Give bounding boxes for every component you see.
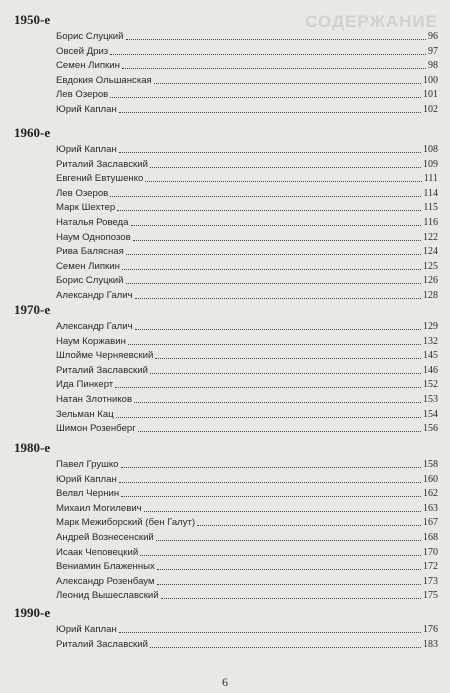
dot-leader: [134, 402, 421, 403]
decade-heading: 1960-е: [14, 125, 51, 140]
dot-leader: [128, 344, 421, 345]
author-name: Александр Галич: [56, 321, 133, 332]
entry-page-number: 128: [423, 290, 438, 301]
dot-leader: [155, 358, 421, 359]
author-name: Шимон Розенберг: [56, 423, 136, 435]
toc-entry[interactable]: [56, 422, 438, 435]
dot-leader: [145, 181, 421, 182]
dot-leader: [119, 632, 421, 633]
entry-page-number: 156: [423, 423, 438, 435]
toc-entry[interactable]: [56, 45, 438, 58]
toc-entry[interactable]: [56, 393, 438, 406]
author-name: Евгений Евтушенко: [56, 173, 144, 185]
dot-leader: [110, 97, 421, 98]
dot-leader: [122, 68, 426, 69]
dot-leader: [157, 584, 421, 585]
author-name: Михаил Могилевич: [56, 502, 142, 514]
toc-entry[interactable]: [56, 638, 438, 651]
author-name: Ида Пинкерт: [56, 379, 114, 391]
entry-page-number: 172: [423, 561, 438, 573]
dot-leader: [133, 240, 421, 241]
toc-entry[interactable]: [56, 74, 438, 87]
entry-page-number: 97: [428, 45, 438, 57]
entry-page-number: 154: [423, 408, 438, 420]
toc-entry[interactable]: [56, 458, 438, 471]
author-name: Лев Озеров: [56, 89, 109, 101]
dot-leader: [122, 269, 421, 270]
author-name: Исаак Чеповецкий: [56, 546, 139, 558]
author-name: Марк Межиборский (бен Галут): [56, 517, 196, 529]
toc-entry[interactable]: [56, 320, 438, 333]
decade-heading: 1970-е: [14, 302, 51, 317]
dot-leader: [156, 540, 421, 541]
dot-leader: [119, 482, 421, 483]
author-name: Юрий Каплан: [56, 473, 117, 485]
dot-leader: [140, 555, 421, 556]
toc-entry[interactable]: [56, 623, 438, 636]
toc-entry[interactable]: [56, 260, 438, 273]
dot-leader: [150, 373, 421, 374]
toc-entry[interactable]: [56, 408, 438, 421]
author-name: Наталья Роведа: [56, 217, 129, 228]
entry-page-number: 115: [423, 202, 438, 214]
entry-page-number: 124: [423, 246, 438, 258]
toc-entry[interactable]: [56, 560, 438, 573]
toc-entry[interactable]: [56, 216, 438, 229]
author-name: Риталий Заславский: [56, 364, 148, 376]
author-name: Наум Коржавин: [56, 335, 126, 347]
toc-entry[interactable]: [56, 502, 438, 515]
dot-leader: [126, 254, 421, 255]
entry-page-number: 98: [428, 60, 438, 72]
entry-page-number: 122: [423, 231, 438, 243]
entry-page-number: 170: [423, 546, 438, 558]
entry-page-number: 153: [423, 394, 438, 405]
toc-entry[interactable]: [56, 364, 438, 377]
entry-page-number: 102: [423, 104, 438, 115]
toc-entry[interactable]: [56, 187, 438, 200]
author-name: Леонид Вышеславский: [56, 590, 159, 602]
author-name: Юрий Каплан: [56, 144, 117, 155]
author-name: Юрий Каплан: [56, 624, 117, 635]
dot-leader: [150, 167, 421, 168]
entry-page-number: 129: [423, 321, 438, 332]
dot-leader: [126, 39, 426, 40]
toc-entry[interactable]: [56, 516, 438, 529]
entry-page-number: 183: [423, 638, 438, 650]
entry-page-number: 146: [423, 364, 438, 376]
entry-page-number: 125: [423, 260, 438, 272]
author-name: Евдокия Ольшанская: [56, 74, 152, 86]
author-name: Александр Галич: [56, 290, 133, 301]
author-name: Риталий Заславский: [56, 638, 148, 650]
entry-page-number: 167: [423, 517, 438, 529]
dot-leader: [135, 329, 421, 330]
toc-entry[interactable]: [56, 231, 438, 244]
author-name: Рива Балясная: [56, 246, 124, 258]
author-name: Марк Шехтер: [56, 202, 116, 214]
decade-heading: 1980-е: [14, 440, 51, 455]
author-name: Лев Озеров: [56, 187, 109, 199]
author-name: Семен Липкин: [56, 60, 120, 72]
dot-leader: [110, 196, 421, 197]
page-heading-watermark: СОДЕРЖАНИЕ: [305, 12, 438, 31]
toc-entry[interactable]: [56, 245, 438, 258]
dot-leader: [115, 387, 421, 388]
entry-page-number: 176: [423, 624, 438, 635]
dot-leader: [119, 112, 421, 113]
entry-page-number: 160: [423, 473, 438, 485]
author-name: Овсей Дриз: [56, 45, 109, 57]
toc-entry[interactable]: [56, 546, 438, 559]
entry-page-number: 158: [423, 459, 438, 470]
author-name: Александр Розенбаум: [56, 575, 155, 587]
entry-page-number: 163: [423, 502, 438, 514]
toc-entry[interactable]: [56, 201, 438, 214]
author-name: Юрий Каплан: [56, 104, 117, 115]
dot-leader: [110, 54, 426, 55]
toc-entry[interactable]: [56, 589, 438, 602]
author-name: Велвл Чернин: [56, 488, 120, 500]
entry-page-number: 116: [423, 217, 438, 228]
entry-page-number: 108: [423, 144, 438, 155]
decade-heading: 1950-е: [14, 12, 51, 27]
author-name: Наум Однопозов: [56, 231, 131, 243]
dot-leader: [121, 467, 421, 468]
author-name: Павел Грушко: [56, 459, 119, 470]
dot-leader: [154, 83, 421, 84]
decade-heading: 1990-е: [14, 605, 51, 620]
dot-leader: [117, 210, 421, 211]
dot-leader: [157, 569, 421, 570]
entry-page-number: 145: [423, 350, 438, 362]
author-name: Борис Слуцкий: [56, 31, 124, 42]
dot-leader: [131, 225, 422, 226]
author-name: Семен Липкин: [56, 260, 120, 272]
entry-page-number: 152: [423, 379, 438, 391]
toc-entry[interactable]: [56, 487, 438, 500]
toc-entry[interactable]: [56, 103, 438, 116]
dot-leader: [144, 511, 421, 512]
toc-entry[interactable]: [56, 289, 438, 302]
dot-leader: [119, 152, 421, 153]
author-name: Шлойме Черняевский: [56, 350, 154, 362]
entry-page-number: 173: [423, 575, 438, 587]
page-number: 6: [222, 675, 228, 689]
entry-page-number: 132: [423, 335, 438, 347]
entry-page-number: 126: [423, 275, 438, 287]
entry-page-number: 168: [423, 532, 438, 543]
toc-entry[interactable]: [56, 172, 438, 185]
toc-entry[interactable]: [56, 274, 438, 287]
entry-page-number: 175: [423, 590, 438, 602]
author-name: Натан Злотников: [56, 394, 133, 405]
dot-leader: [150, 647, 421, 648]
entry-page-number: 96: [428, 31, 438, 42]
toc-entry[interactable]: [56, 349, 438, 362]
toc-entry[interactable]: [56, 88, 438, 101]
author-name: Зельман Кац: [56, 408, 114, 420]
toc-entry[interactable]: [56, 158, 438, 171]
entry-page-number: 111: [423, 173, 438, 185]
entry-page-number: 162: [423, 488, 438, 500]
entry-page-number: 114: [423, 187, 438, 199]
dot-leader: [135, 298, 421, 299]
toc-entry[interactable]: [56, 335, 438, 348]
dot-leader: [121, 496, 421, 497]
toc-entry[interactable]: [56, 575, 438, 588]
entry-page-number: 109: [423, 158, 438, 170]
author-name: Андрей Вознесенский: [56, 532, 154, 543]
toc-entry[interactable]: [56, 59, 438, 72]
toc-entry[interactable]: [56, 378, 438, 391]
dot-leader: [138, 431, 421, 432]
toc-entry[interactable]: [56, 473, 438, 486]
toc-entry[interactable]: [56, 30, 438, 43]
entry-page-number: 100: [423, 74, 438, 86]
dot-leader: [116, 417, 421, 418]
dot-leader: [197, 525, 421, 526]
author-name: Риталий Заславский: [56, 158, 148, 170]
toc-entry[interactable]: [56, 531, 438, 544]
dot-leader: [126, 283, 421, 284]
dot-leader: [161, 598, 421, 599]
author-name: Вениамин Блаженных: [56, 561, 155, 573]
author-name: Борис Слуцкий: [56, 275, 124, 287]
toc-entry[interactable]: [56, 143, 438, 156]
entry-page-number: 101: [423, 89, 438, 101]
